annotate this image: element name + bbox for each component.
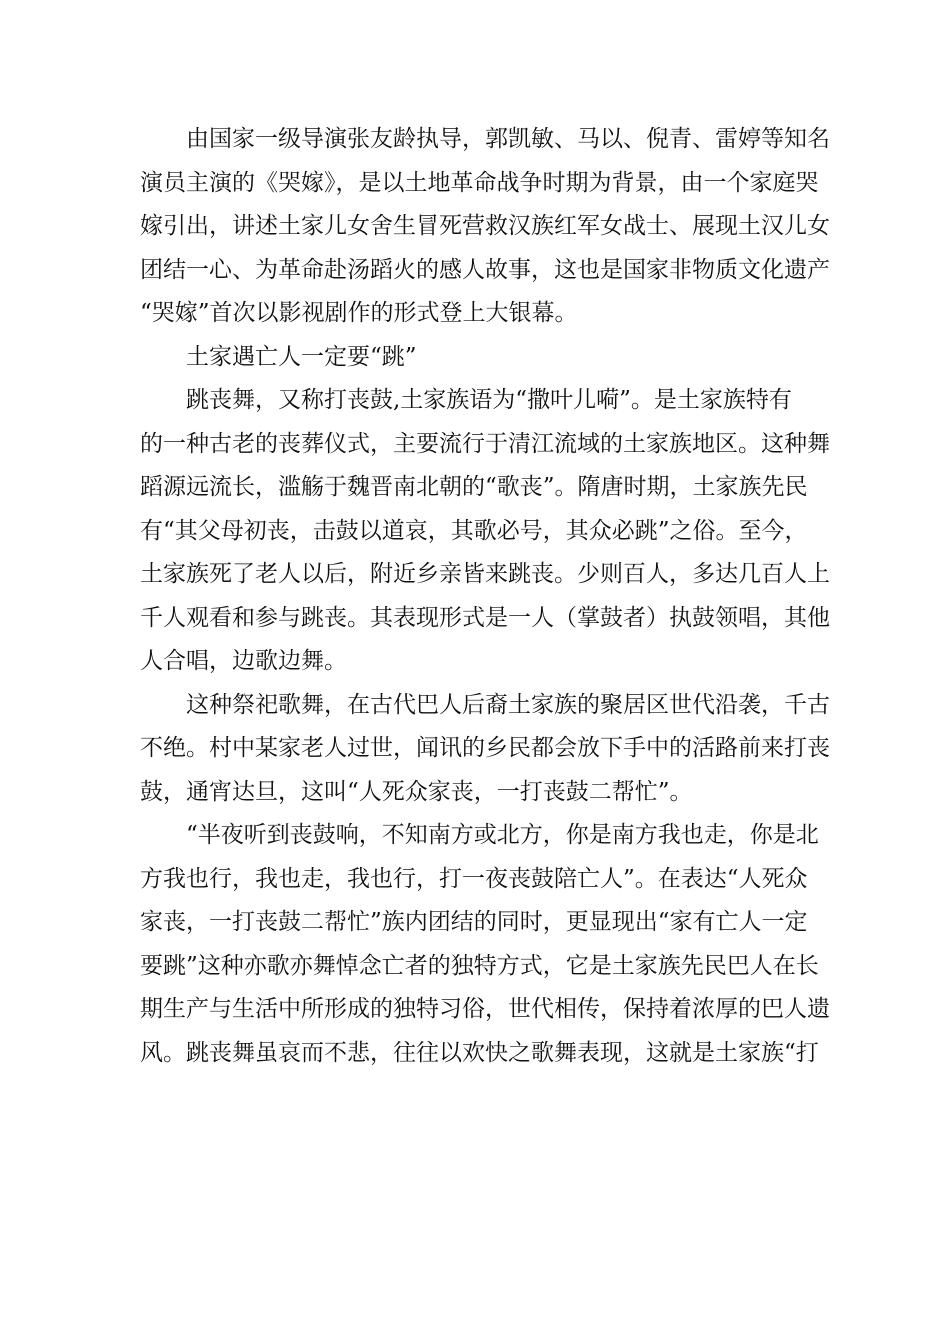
- text-line: 蹈源远流长，滥觞于魏晋南北朝的“歌丧”。隋唐时期，土家族先民: [140, 474, 808, 500]
- text-line: 由国家一级导演张友龄执导，郭凯敏、马以、倪青、雷婷等知名: [186, 126, 830, 152]
- text-line: 风。跳丧舞虽哀而不悲，往往以欢快之歌舞表现，这就是土家族“打: [140, 1039, 819, 1066]
- text-line: 方我也行，我也走，我也行，打一夜丧鼓陪亡人”。在表达“人死众: [140, 865, 808, 892]
- text-line: 要跳”这种亦歌亦舞悼念亡者的独特方式，它是土家族先民巴人在长: [140, 952, 819, 979]
- text-line: 的一种古老的丧葬仪式，主要流行于清江流域的土家族地区。这种舞: [140, 430, 830, 457]
- text-line: 期生产与生活中所形成的独特习俗，世代相传，保持着浓厚的巴人遗: [140, 996, 830, 1022]
- heading-text: 土家遇亡人一定要“跳”: [186, 343, 417, 370]
- paragraph-1: [140, 118, 830, 336]
- paragraph-3: [140, 684, 830, 815]
- text-line: 嫁引出，讲述土家儿女舍生冒死营救汉族红军女战士、展现土汉儿女: [140, 213, 830, 239]
- section-heading: [140, 336, 812, 380]
- text-line: 千人观看和参与跳丧。其表现形式是一人（掌鼓者）执鼓领唱，其他: [140, 604, 830, 631]
- text-line: 鼓，通宵达旦，这叫“人死众家丧，一打丧鼓二帮忙”。: [140, 778, 693, 805]
- text-line: 这种祭祀歌舞，在古代巴人后裔土家族的聚居区世代沿袭，千古: [186, 691, 830, 718]
- document-body: [140, 118, 830, 1075]
- paragraph-2: [140, 379, 830, 684]
- text-line: 土家族死了老人以后，附近乡亲皆来跳丧。少则百人，多达几百人上: [140, 561, 830, 587]
- text-line: “半夜听到丧鼓响，不知南方或北方，你是南方我也走，你是北: [186, 822, 819, 848]
- text-line: 有“其父母初丧，击鼓以道哀，其歌必号，其众必跳”之俗。至今，: [140, 517, 808, 544]
- text-line: 团结一心、为革命赴汤蹈火的感人故事，这也是国家非物质文化遗产: [140, 256, 830, 283]
- text-line: 跳丧舞，又称打丧鼓,土家族语为“撒叶儿嗬”。是土家族特有: [186, 387, 792, 413]
- text-line: 家丧，一打丧鼓二帮忙”族内团结的同时，更显现出“家有亡人一定: [140, 909, 808, 935]
- text-line: 人合唱，边歌边舞。: [140, 648, 347, 674]
- paragraph-4: [140, 814, 830, 1075]
- text-line: 不绝。村中某家老人过世，闻讯的乡民都会放下手中的活路前来打丧: [140, 735, 830, 761]
- text-line: 演员主演的《哭嫁》，是以土地革命战争时期为背景，由一个家庭哭: [140, 169, 819, 196]
- text-line: “哭嫁”首次以影视剧作的形式登上大银幕。: [140, 300, 578, 326]
